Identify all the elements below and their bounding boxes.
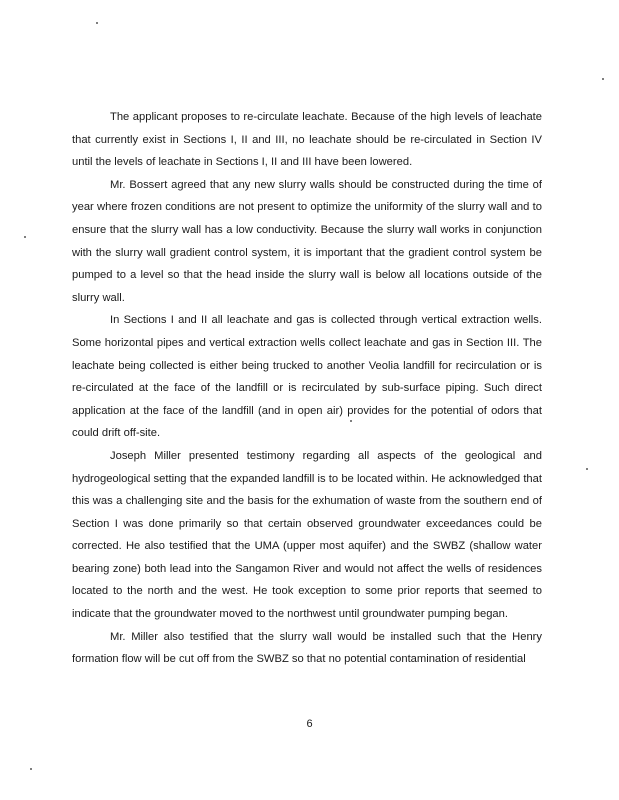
- paragraph-recirculation: The applicant proposes to re-circulate leachate. Because of the high levels of leachate that currently exist in Sections I, II and III, no leachate should be re-circulated in Section IV until the levels of leachate in Sections I, II and III have been lowered.: [72, 111, 542, 169]
- scan-speck: [30, 768, 32, 770]
- paragraph-slurry-wall: Mr. Bossert agreed that any new slurry walls should be constructed during the time of year where frozen conditions are not present to optimize the uniformity of the slurry wall and to ensure that the slurry wall has a low conductivity. Because the slurry wall works in conjunction with the slurry wall gradient control system, it is important that the gradient control system be pumped to a level so that the head inside the slurry wall is below all locations outside of the slurry wall.: [72, 178, 542, 304]
- body-text: [72, 106, 542, 671]
- scan-speck: [24, 236, 26, 238]
- scan-speck: [586, 468, 588, 470]
- scan-speck: [96, 22, 98, 24]
- page-number: 6: [306, 718, 313, 730]
- paragraph-miller-testimony: Joseph Miller presented testimony regarding all aspects of the geological and hydrogeological setting that the expanded landfill is to be located within. He acknowledged that this was a challenging site and the basis for the exhumation of waste from the southern end of Section I was done primarily so that certain observed groundwater exceedances could be corrected. He also testified that the UMA (upper most aquifer) and the SWBZ (shallow water bearing zone) both lead into the Sangamon River and would not affect the wells of residences located to the north and the west. He took exception to some prior reports that seemed to indicate that the groundwater moved to the northwest until groundwater pumping began.: [72, 449, 542, 621]
- paragraph-henry-formation: Mr. Miller also testified that the slurry wall would be installed such that the Henry formation flow will be cut off from the SWBZ so that no potential contamination of residential: [72, 630, 542, 666]
- scan-speck: [602, 78, 604, 80]
- paragraph-extraction-wells: In Sections I and II all leachate and gas is collected through vertical extraction wells. Some horizontal pipes and vertical extraction wells collect leachate and gas in Section III. The leachate being collected is either being trucked to another Veolia landfill for recirculation or is re-circulated at the face of the landfill or is recirculated by sub-surface piping. Such direct application at the face of the landfill (and in open air) provides for the potential of odors that could drift off-site.: [72, 314, 542, 440]
